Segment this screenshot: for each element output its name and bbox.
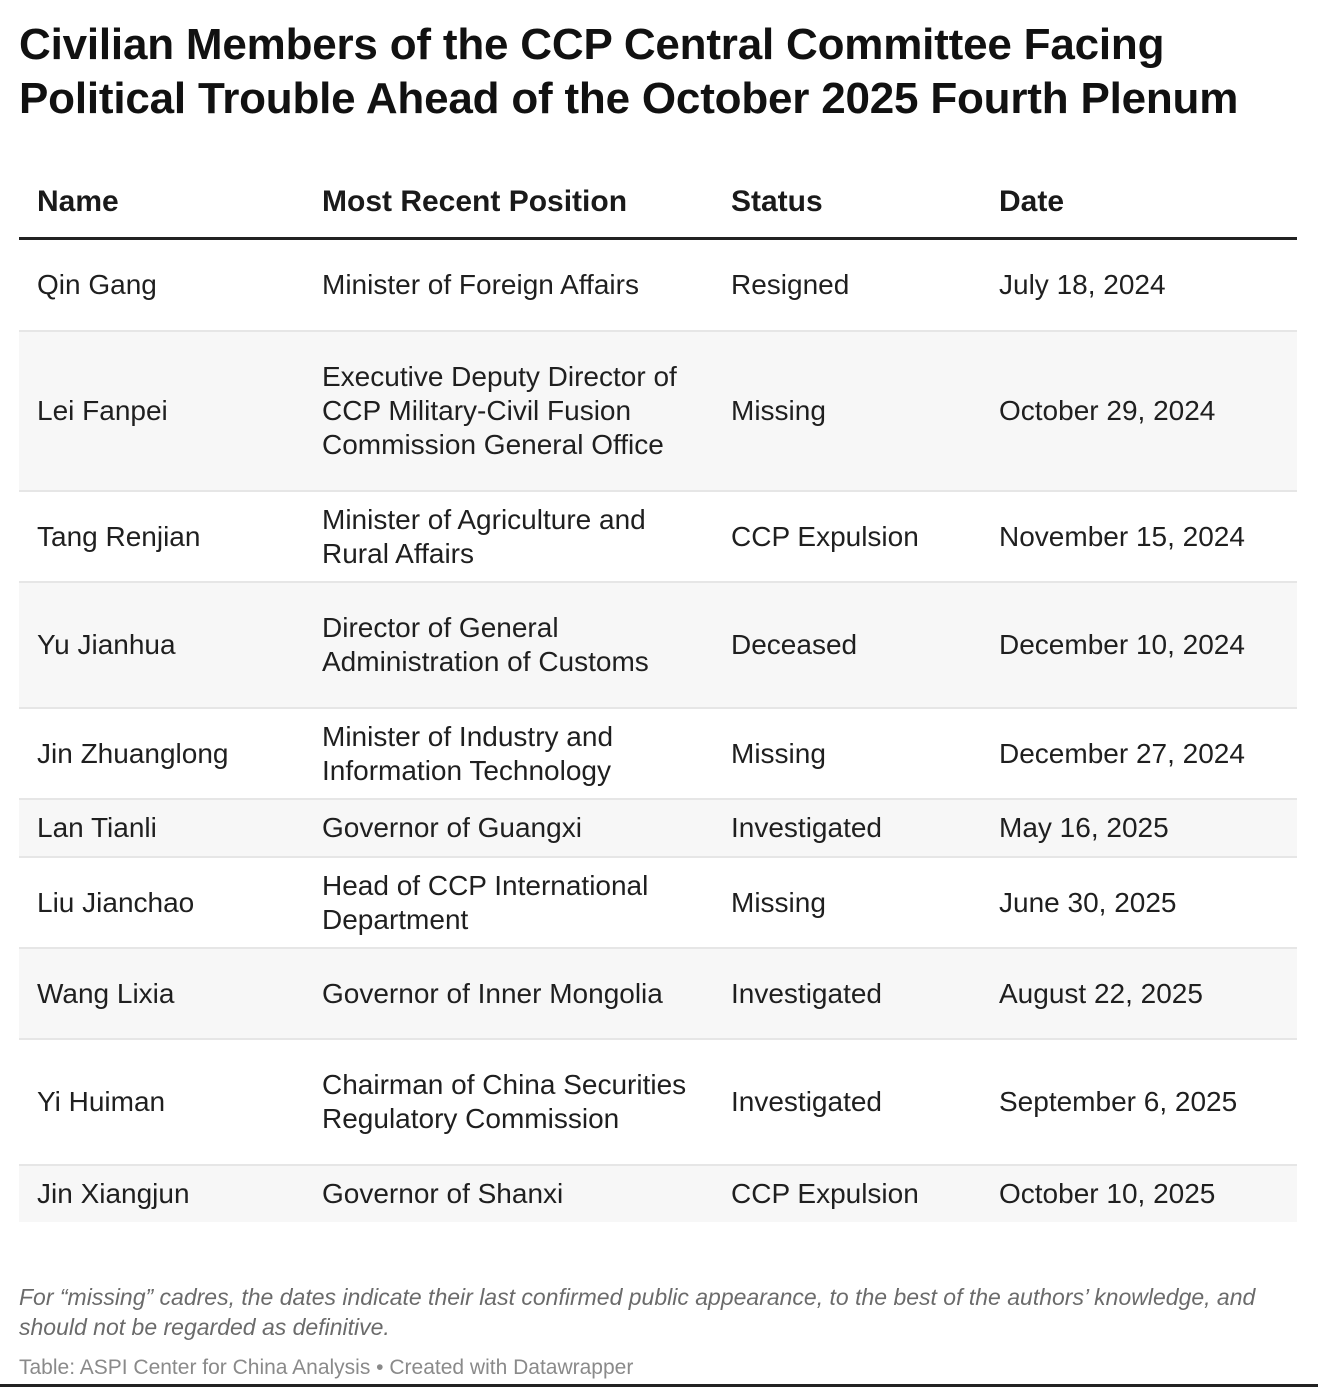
cell-position: Executive Deputy Director of CCP Military-Civil Fusion Commission General Office — [322, 361, 677, 460]
cell-status: Missing — [731, 886, 826, 918]
cell-date: August 22, 2025 — [999, 977, 1203, 1009]
cell-name: Jin Zhuanglong — [37, 737, 229, 769]
cell-position: Director of General Administration of Customs — [322, 612, 649, 677]
cell-date: May 16, 2025 — [999, 812, 1169, 843]
cell-status: Missing — [731, 395, 826, 426]
source-credit: Table: ASPI Center for China Analysis • Created with Datawrapper — [19, 1356, 634, 1379]
cell-date: December 27, 2024 — [999, 737, 1245, 769]
table-row — [19, 1040, 1297, 1166]
table-body — [19, 240, 1297, 1222]
cell-name: Lei Fanpei — [37, 395, 168, 426]
cell-name: Yi Huiman — [37, 1086, 166, 1117]
cell-status: CCP Expulsion — [731, 520, 919, 552]
table-row — [19, 858, 1297, 949]
data-table — [19, 166, 1297, 1222]
cell-status: Investigated — [731, 977, 882, 1009]
cell-position: Minister of Foreign Affairs — [322, 269, 639, 300]
cell-position: Minister of Agriculture and Rural Affairs — [322, 503, 646, 569]
table-row — [19, 709, 1297, 800]
table-row — [19, 492, 1297, 583]
cell-status: Deceased — [731, 629, 858, 660]
cell-name: Wang Lixia — [37, 977, 175, 1009]
cell-status: Missing — [731, 737, 826, 769]
cell-name: Yu Jianhua — [37, 629, 176, 660]
cell-position: Governor of Inner Mongolia — [322, 977, 663, 1009]
table-row — [19, 1166, 1297, 1222]
cell-name: Liu Jianchao — [37, 886, 195, 918]
header-status: Status — [731, 184, 823, 218]
header-date: Date — [999, 184, 1065, 218]
cell-position: Governor of Shanxi — [322, 1178, 564, 1209]
cell-name: Jin Xiangjun — [37, 1178, 190, 1209]
cell-position: Chairman of China Securities Regulatory Commission — [322, 1069, 687, 1134]
table-row — [19, 949, 1297, 1040]
table-row — [19, 583, 1297, 709]
cell-date: December 10, 2024 — [999, 629, 1245, 660]
cell-position: Head of CCP International Department — [322, 869, 649, 935]
footnote: For “missing” cadres, the dates indicate their last confirmed public appearance, to the best of the authors’ knowledge, and should not be regarded as definitive. — [19, 1284, 1256, 1340]
table-row — [19, 332, 1297, 492]
cell-status: Investigated — [731, 812, 882, 843]
bottom-divider — [0, 1384, 1318, 1387]
cell-status: Investigated — [731, 1086, 882, 1117]
table-row — [19, 800, 1297, 858]
cell-name: Tang Renjian — [37, 520, 201, 552]
cell-date: July 18, 2024 — [999, 269, 1166, 300]
table-row — [19, 240, 1297, 332]
cell-date: October 29, 2024 — [999, 395, 1216, 426]
title-line-1: Civilian Members of the CCP Central Committee Facing — [19, 20, 1165, 69]
cell-date: June 30, 2025 — [999, 886, 1177, 918]
cell-status: Resigned — [731, 269, 850, 300]
table-header-row — [19, 166, 1297, 240]
cell-position: Minister of Industry and Information Technology — [322, 720, 614, 786]
header-position: Most Recent Position — [322, 184, 628, 218]
cell-date: November 15, 2024 — [999, 520, 1245, 552]
page-title — [19, 18, 1297, 126]
cell-name: Lan Tianli — [37, 812, 157, 843]
cell-status: CCP Expulsion — [731, 1178, 919, 1209]
cell-position: Governor of Guangxi — [322, 812, 582, 843]
header-name: Name — [37, 184, 119, 218]
cell-date: October 10, 2025 — [999, 1178, 1216, 1209]
title-line-2: Political Trouble Ahead of the October 2025 Fourth Plenum — [19, 74, 1239, 123]
table-graphic — [19, 18, 1297, 1379]
cell-name: Qin Gang — [37, 269, 157, 300]
cell-date: September 6, 2025 — [999, 1086, 1238, 1117]
